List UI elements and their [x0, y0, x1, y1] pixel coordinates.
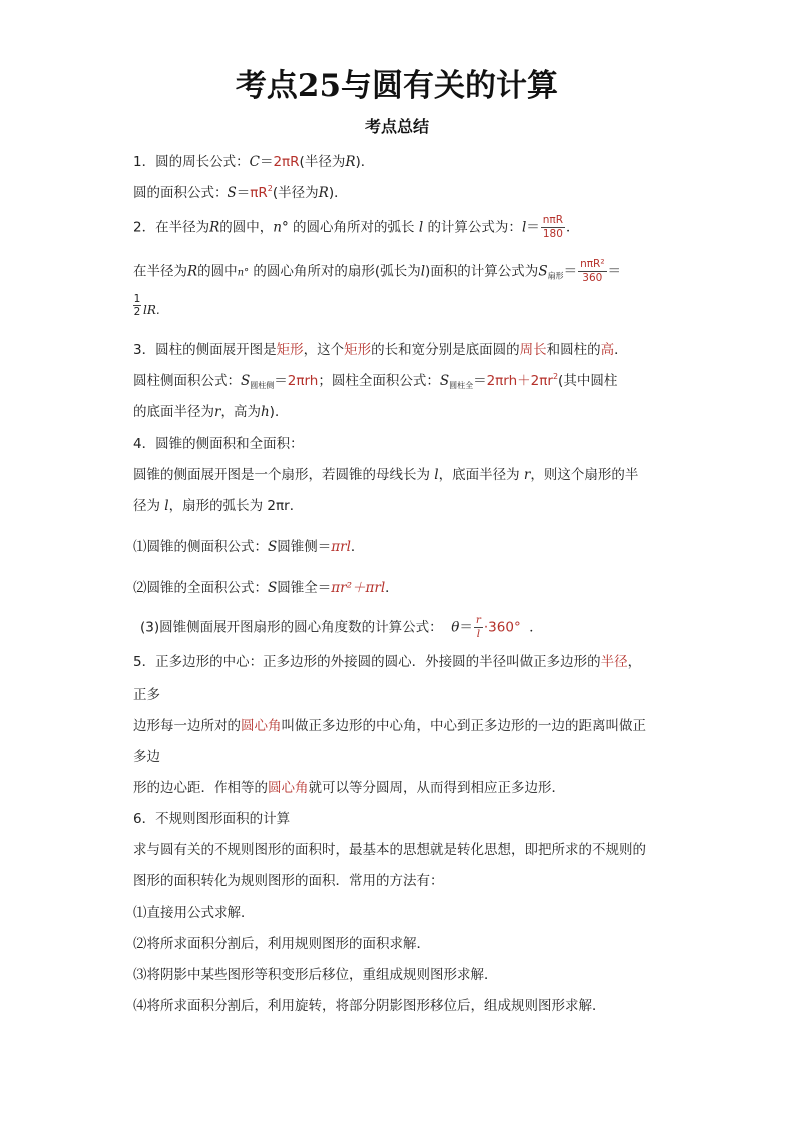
cylinder-net-text: 3．圆柱的侧面展开图是矩形，这个矩形的长和宽分别是底面圆的周长和圆柱的高．	[133, 342, 628, 358]
irregular-area-heading: 6．不规则图形面积的计算	[133, 811, 291, 827]
cone-angle-formula: (3)圆锥侧面展开图扇形的圆心角度数的计算公式： θ＝ $\frac{r}{l}$ ·360° ．	[140, 614, 543, 640]
cone-net-text-cont: 径为 l，扇形的弧长为 2πr．	[133, 498, 304, 514]
method-item-1: ⑴直接用公式求解．	[133, 905, 255, 921]
arc-length-fraction: $\frac{\text{nπR}}{180}$	[542, 214, 564, 240]
page-title: 考点25与圆有关的计算	[235, 68, 559, 104]
irregular-area-text-cont: 图形的面积转化为规则图形的面积．常用的方法有：	[133, 873, 444, 889]
cylinder-area-formula: 圆柱侧面积公式：$S_{圆柱侧}=2\pi rh$；圆柱全面积公式：$S_{圆柱全}=2\pi rh+2\pi r^2$(其中圆柱	[133, 372, 618, 390]
method-item-3: ⑶将阴影中某些图形等积变形后移位，重组成规则图形求解．	[133, 967, 498, 983]
cone-angle-fraction: $\frac{r}{l}$	[475, 614, 481, 640]
sector-area-tail: lR.	[143, 303, 160, 317]
circumference-formula: 1．圆的周长公式：C＝2πR(半径为R)．	[133, 154, 375, 170]
polygon-center-text: 5．正多边形的中心：正多边形的外接圆的圆心．外接圆的半径叫做正多边形的半径，	[133, 654, 642, 670]
polygon-center-angle-text: 边形每一边所对的圆心角叫做正多边形的中心角，中心到正多边形的一边的距离叫做正	[133, 718, 646, 734]
polygon-text-wrap-2: 多边	[133, 749, 160, 765]
polygon-text-wrap-1: 正多	[133, 687, 160, 703]
cone-lateral-formula: ⑴圆锥的侧面积公式：S圆锥侧＝πrl．	[133, 539, 365, 555]
section-heading: 考点总结	[364, 117, 429, 136]
cone-total-formula: ⑵圆锥的全面积公式：S圆锥全＝πr²＋πrl．	[133, 580, 399, 596]
irregular-area-text: 求与圆有关的不规则图形的面积时，最基本的思想就是转化思想，即把所求的不规则的	[133, 842, 646, 858]
half-fraction: $\frac{1}{2}$	[133, 293, 141, 318]
method-item-4: ⑷将所求面积分割后，利用旋转，将部分阴影图形移位后，组成规则图形求解．	[133, 998, 606, 1014]
area-formula: 圆的面积公式：$S=\pi R^2$(半径为R)．	[133, 184, 348, 201]
cylinder-area-note: 的底面半径为r，高为h)．	[133, 404, 289, 420]
polygon-apothem-text: 形的边心距．作相等的圆心角就可以等分圆周，从而得到相应正多边形．	[133, 780, 565, 796]
method-item-2: ⑵将所求面积分割后，利用规则图形的面积求解．	[133, 936, 430, 952]
cone-heading: 4．圆锥的侧面积和全面积：	[133, 436, 304, 452]
arc-length-formula: 2．在半径为R的圆中，n° 的圆心角所对的弧长 l 的计算公式为：l＝ $\frac{\text{nπR}}{180}$ ．	[133, 214, 580, 240]
cone-net-text: 圆锥的侧面展开图是一个扇形，若圆锥的母线长为 l，底面半径为 r，则这个扇形的半	[133, 467, 639, 483]
sector-area-formula: 在半径为R的圆中n° 的圆心角所对的扇形(弧长为l)面积的计算公式为$S_{扇形}=$ $\frac{\text{nπR²}}{360}$ ＝	[133, 258, 622, 284]
sector-area-fraction: $\frac{\text{nπR²}}{360}$	[580, 258, 605, 284]
